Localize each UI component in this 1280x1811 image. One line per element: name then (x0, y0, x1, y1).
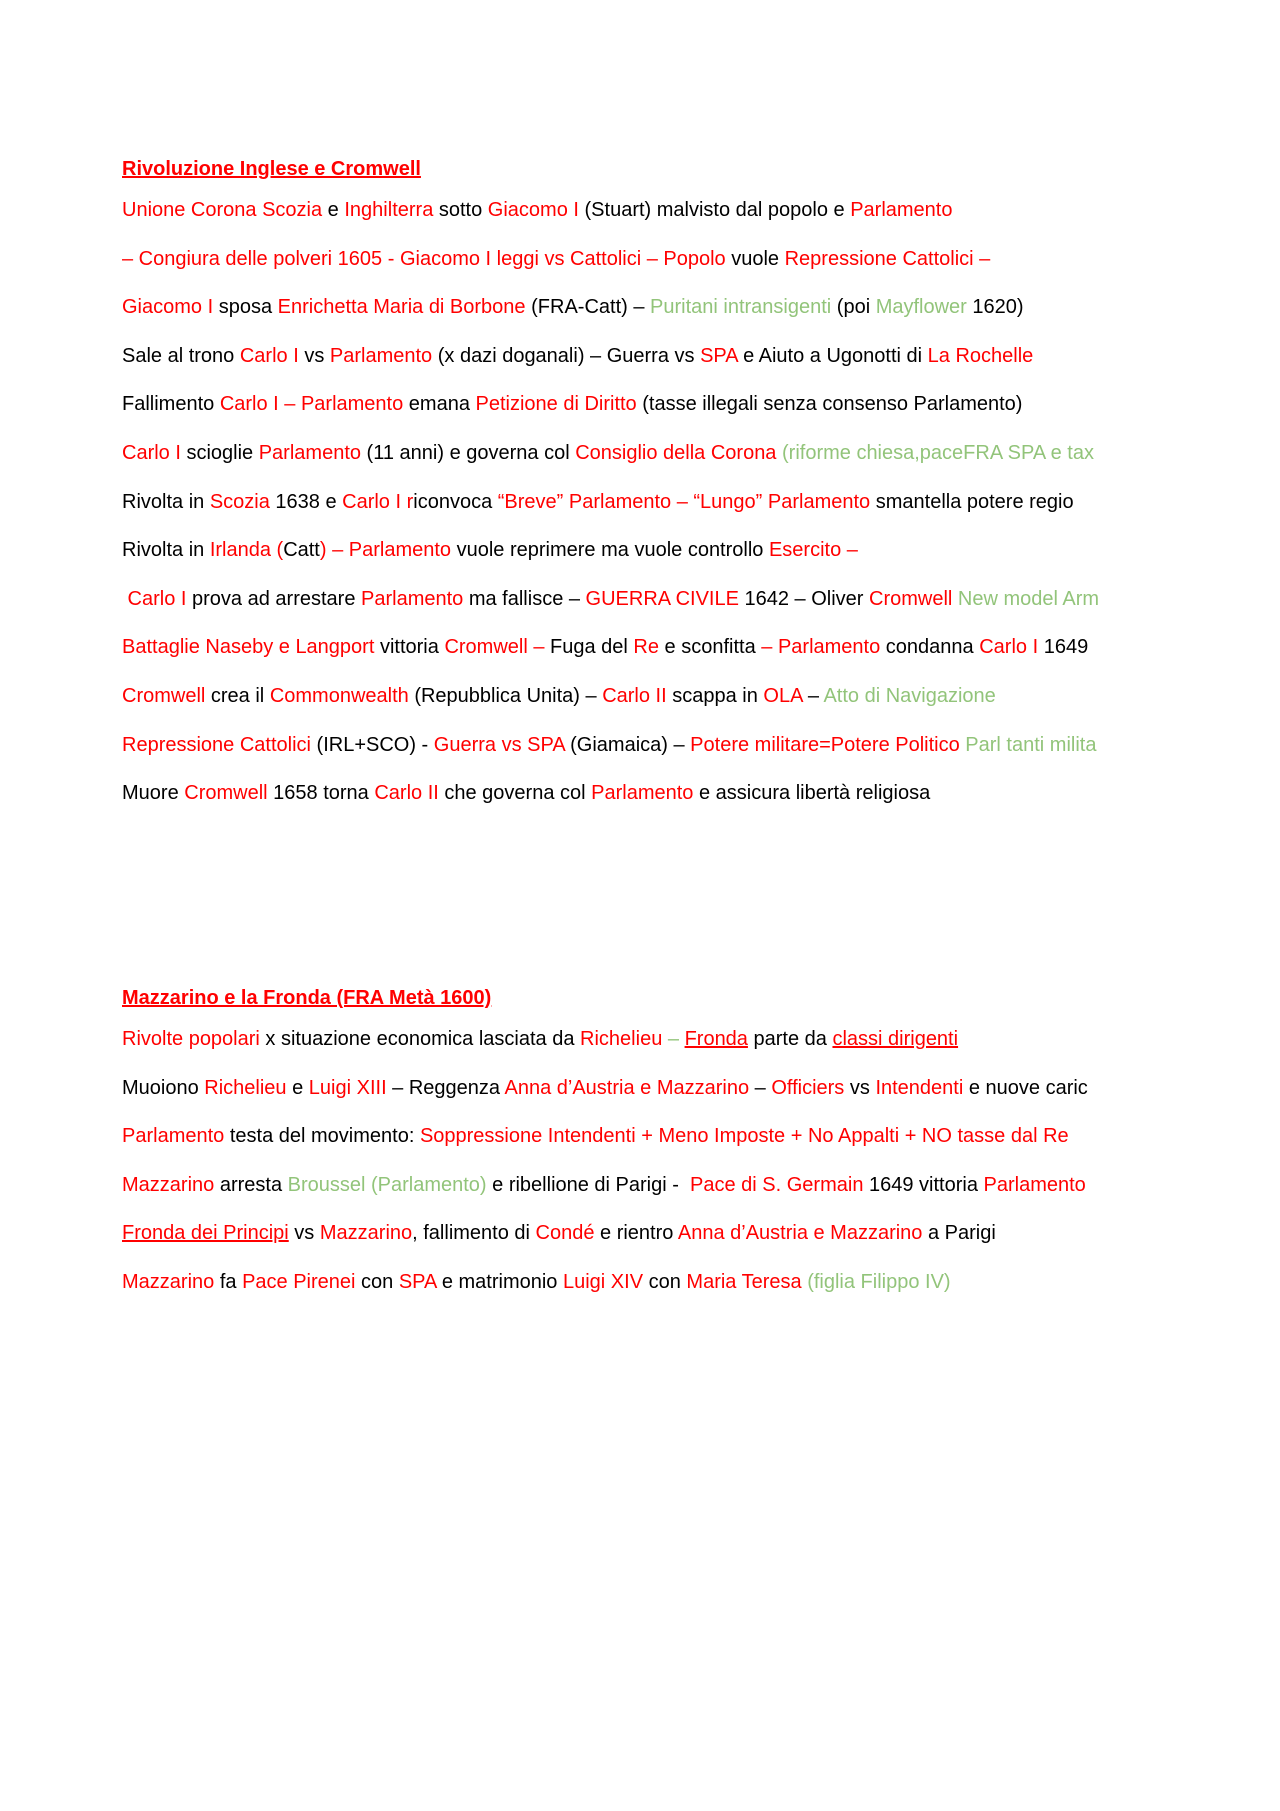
text-segment: con (355, 1270, 399, 1293)
text-segment: iconvoca (413, 490, 498, 513)
section-body (122, 1015, 1172, 1307)
highlighted-term: – Congiura delle polveri 1605 - Giacomo I leggi vs Cattolici – Popolo (122, 247, 726, 270)
highlighted-term: Broussel (Parlamento) (287, 1173, 487, 1196)
text-segment: e ribellione di Parigi - (486, 1173, 691, 1196)
highlighted-term: Mayflower (875, 296, 967, 319)
text-segment: – (802, 684, 824, 707)
text-segment: (poi (831, 296, 876, 319)
highlighted-term: Parl tanti milita (959, 733, 1097, 756)
highlighted-term: Carlo I (122, 441, 181, 464)
text-segment: Fuga del (544, 636, 634, 659)
text-segment: prova ad arrestare (186, 587, 361, 610)
text-segment: vs (288, 1222, 320, 1245)
text-line (122, 186, 1172, 235)
highlighted-term: La Rochelle (927, 344, 1034, 367)
highlighted-term: Parlamento (329, 344, 433, 367)
highlighted-term: Maria Teresa (686, 1270, 802, 1293)
highlighted-term: GUERRA CIVILE (585, 587, 739, 610)
highlighted-term: OLA (763, 684, 803, 707)
text-segment: (11 anni) e governa col (361, 441, 576, 464)
section-body (122, 186, 1172, 818)
text-segment: (Giamaica) – (564, 733, 691, 756)
text-segment: scappa in (666, 684, 764, 707)
text-segment: (Stuart) malvisto dal popolo e (578, 199, 851, 221)
highlighted-term: Puritani intransigenti (650, 296, 832, 319)
highlighted-term: Consiglio della Corona (575, 441, 777, 464)
highlighted-term: Re (633, 636, 659, 659)
text-segment: crea il (205, 684, 270, 707)
text-segment: Fallimento (122, 393, 220, 416)
section-title: Rivoluzione Inglese e Cromwell (122, 158, 421, 180)
text-line (122, 575, 1172, 624)
highlighted-term: Parlamento (850, 199, 953, 221)
highlighted-term: (figlia Filippo IV) (801, 1270, 951, 1293)
highlighted-term: Carlo I r (342, 490, 414, 513)
highlighted-term: Petizione di Diritto (475, 393, 637, 416)
highlighted-term: Parlamento (983, 1173, 1086, 1196)
highlighted-term: Enrichetta Maria di Borbone (277, 296, 526, 319)
highlighted-term: Carlo I (979, 636, 1039, 659)
text-segment: – Reggenza (386, 1076, 505, 1099)
highlighted-term: Intendenti (875, 1076, 964, 1099)
text-segment: , fallimento di (412, 1222, 536, 1245)
highlighted-term: Parlamento (361, 587, 464, 610)
text-segment: che governa col (438, 782, 592, 805)
text-segment: vuole (725, 247, 785, 270)
underlined-term: Fronda dei Principi (122, 1222, 289, 1245)
highlighted-term: Mazzarino (122, 1173, 215, 1196)
text-segment: – (749, 1076, 772, 1099)
highlighted-term: Condé (535, 1222, 595, 1245)
text-segment: parte da (747, 1028, 833, 1050)
text-segment: (Repubblica Unita) – (408, 684, 603, 707)
text-segment: x situazione economica lasciata da (259, 1028, 581, 1050)
highlighted-term: Carlo I (122, 587, 187, 610)
highlighted-term: Parlamento (591, 782, 694, 805)
highlighted-term: Richelieu (580, 1028, 663, 1050)
text-segment: condanna (880, 636, 980, 659)
text-segment: sotto (433, 199, 488, 221)
highlighted-term: – Parlamento (761, 636, 881, 659)
text-line (122, 1112, 1172, 1161)
text-line (122, 478, 1172, 527)
text-line (122, 429, 1172, 478)
highlighted-term: Anna d’Austria e Mazzarino (677, 1222, 923, 1245)
highlighted-term: Inghilterra (344, 199, 434, 221)
highlighted-term: Parlamento (258, 441, 361, 464)
text-segment: 1620) (966, 296, 1024, 319)
highlighted-term: Commonwealth (269, 684, 409, 707)
text-segment: vs (844, 1076, 876, 1099)
text-segment: vuole reprimere ma vuole controllo (451, 539, 769, 562)
text-segment: con (643, 1270, 687, 1293)
highlighted-term: Esercito – (768, 539, 858, 562)
highlighted-term: Giacomo I (122, 296, 214, 319)
highlighted-term: – (662, 1028, 685, 1050)
text-segment: testa del movimento: (224, 1125, 420, 1148)
text-line (122, 1161, 1172, 1210)
text-segment: e (322, 199, 345, 221)
highlighted-term: Carlo II (602, 684, 667, 707)
text-segment: Sale al trono (122, 344, 240, 367)
text-line (122, 380, 1172, 429)
highlighted-term: Officiers (771, 1076, 845, 1099)
text-segment: 1638 e (269, 490, 343, 513)
highlighted-term: Pace di S. Germain (690, 1173, 864, 1196)
highlighted-term: Luigi XIV (562, 1270, 644, 1293)
text-line (122, 332, 1172, 381)
underlined-term: classi dirigenti (832, 1028, 959, 1050)
highlighted-term: Guerra vs SPA (433, 733, 565, 756)
highlighted-term: New model Arm (952, 587, 1100, 610)
text-line (122, 623, 1172, 672)
text-line (122, 1209, 1172, 1258)
text-line (122, 235, 1172, 284)
text-segment: fa (214, 1270, 243, 1293)
highlighted-term: Cromwell – (444, 636, 545, 659)
text-segment: e (286, 1076, 309, 1099)
text-segment: ma fallisce – (463, 587, 586, 610)
text-segment: emana (403, 393, 476, 416)
highlighted-term: Mazzarino (319, 1222, 413, 1245)
highlighted-term: Carlo I – Parlamento (219, 393, 404, 416)
highlighted-term: Anna d’Austria e Mazzarino (504, 1076, 750, 1099)
text-segment: scioglie (180, 441, 259, 464)
section-rivoluzione-inglese (122, 152, 1172, 818)
text-segment: e rientro (594, 1222, 678, 1245)
highlighted-term: Carlo II (374, 782, 439, 805)
highlighted-term: Cromwell (122, 684, 206, 707)
section-mazzarino-fronda (122, 981, 1172, 1307)
highlighted-term: Parlamento (122, 1125, 225, 1148)
text-line (122, 672, 1172, 721)
highlighted-term: Mazzarino (122, 1270, 215, 1293)
text-line (122, 1064, 1172, 1113)
highlighted-term: Cromwell (869, 587, 953, 610)
text-segment: Rivolta in (122, 490, 210, 513)
text-segment: arresta (214, 1173, 288, 1196)
highlighted-term: Giacomo I (487, 199, 579, 221)
highlighted-term: Soppressione Intendenti + Meno Imposte + No Appalti + NO tasse dal Re (419, 1125, 1069, 1148)
text-segment: 1649 vittoria (863, 1173, 984, 1196)
highlighted-term: Unione Corona Scozia (122, 199, 323, 221)
text-segment: Rivolta in (122, 539, 210, 562)
text-segment: (FRA-Catt) – (525, 296, 651, 319)
highlighted-term: ) – Parlamento (319, 539, 452, 562)
underlined-term: Fronda (684, 1028, 748, 1050)
text-segment: Catt (283, 539, 320, 562)
highlighted-term: Repressione Cattolici (122, 733, 311, 756)
text-segment: Muore (122, 782, 185, 805)
highlighted-term: Atto di Navigazione (823, 684, 996, 707)
highlighted-term: Cromwell (184, 782, 268, 805)
highlighted-term: Battaglie Naseby e Langport (122, 636, 375, 659)
highlighted-term: Luigi XIII (308, 1076, 387, 1099)
text-segment: 1649 (1038, 636, 1089, 659)
text-line (122, 283, 1172, 332)
text-segment: e nuove caric (963, 1076, 1088, 1099)
text-segment: e sconfitta (659, 636, 762, 659)
highlighted-term: Repressione Cattolici – (784, 247, 991, 270)
text-segment: vs (298, 344, 330, 367)
text-segment: sposa (213, 296, 278, 319)
text-line (122, 526, 1172, 575)
highlighted-term: Potere militare=Potere Politico (690, 733, 960, 756)
text-line (122, 1015, 1172, 1064)
text-segment: e matrimonio (436, 1270, 563, 1293)
text-segment: 1658 torna (267, 782, 375, 805)
highlighted-term: Carlo I (239, 344, 299, 367)
text-segment: (IRL+SCO) - (310, 733, 434, 756)
text-segment: e assicura libertà religiosa (693, 782, 931, 805)
text-segment: vittoria (374, 636, 445, 659)
highlighted-term: Irlanda ( (209, 539, 284, 562)
text-segment: 1642 – Oliver (738, 587, 870, 610)
text-segment: (tasse illegali senza consenso Parlamento) (636, 393, 1023, 416)
highlighted-term: Richelieu (204, 1076, 287, 1099)
text-segment: smantella potere regio (870, 490, 1074, 513)
text-segment: e Aiuto a Ugonotti di (737, 344, 928, 367)
highlighted-term: Rivolte popolari (122, 1028, 260, 1050)
text-line (122, 769, 1172, 818)
text-segment: Muoiono (122, 1076, 205, 1099)
highlighted-term: Scozia (209, 490, 270, 513)
highlighted-term: Pace Pirenei (242, 1270, 356, 1293)
text-segment: (x dazi doganali) – Guerra vs (432, 344, 701, 367)
section-title: Mazzarino e la Fronda (FRA Metà 1600) (122, 987, 492, 1009)
highlighted-term: (riforme chiesa,paceFRA SPA e tax (776, 441, 1094, 464)
highlighted-term: SPA (398, 1270, 437, 1293)
text-line (122, 721, 1172, 770)
text-segment: a Parigi (922, 1222, 996, 1245)
highlighted-term: SPA (700, 344, 738, 367)
highlighted-term: “Breve” Parlamento – “Lungo” Parlamento (497, 490, 871, 513)
text-line (122, 1258, 1172, 1307)
